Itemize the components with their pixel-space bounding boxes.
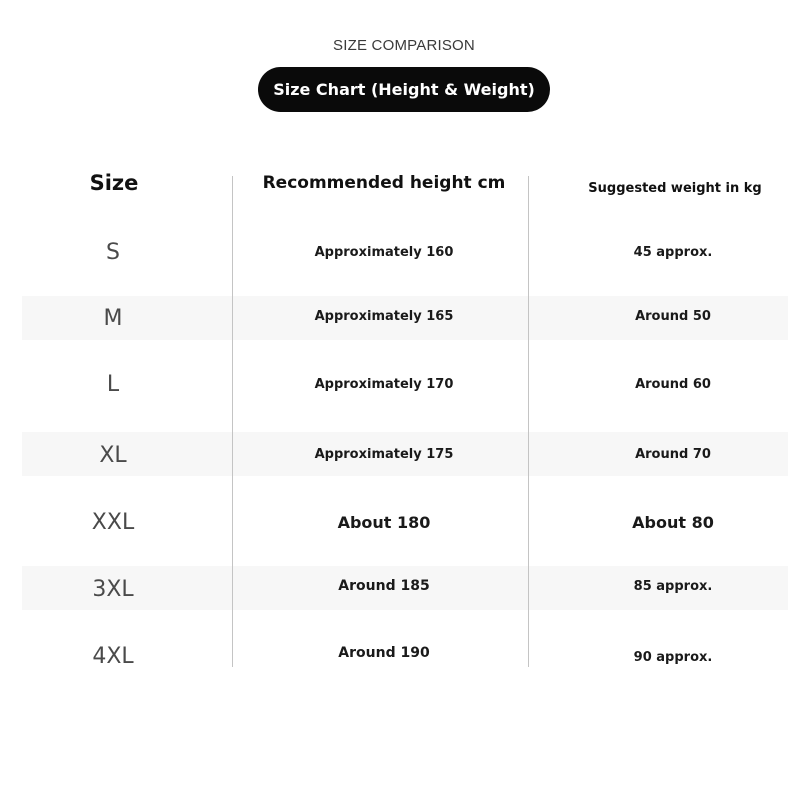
column-header-weight: Suggested weight in kg (588, 180, 762, 196)
table-row-size: XL (99, 442, 127, 468)
table-row-height: Approximately 165 (314, 308, 454, 324)
table-row-size: 4XL (92, 643, 134, 669)
table-row-weight: 85 approx. (633, 578, 713, 594)
table-row-size: 3XL (92, 576, 134, 602)
table-row-weight: Around 50 (635, 308, 711, 324)
table-row-height: Approximately 170 (314, 376, 454, 392)
table-row-weight: Around 70 (635, 446, 711, 462)
table-row-size: L (106, 371, 120, 397)
table-row-height: About 180 (337, 512, 431, 532)
table-row-height: Around 190 (338, 645, 430, 661)
column-header-size: Size (89, 171, 139, 195)
table-row-height: Approximately 160 (314, 244, 454, 260)
size-chart-title-pill (258, 67, 550, 112)
table-row-height: Approximately 175 (314, 446, 454, 462)
table-row-height: Around 185 (338, 578, 430, 594)
column-divider-left (232, 176, 233, 667)
table-row-weight: Around 60 (635, 376, 711, 392)
table-row-size: XXL (91, 509, 135, 535)
size-comparison-label: SIZE COMPARISON (333, 37, 475, 54)
table-row-weight: About 80 (632, 512, 714, 532)
table-row-size: S (106, 239, 120, 265)
column-header-height: Recommended height cm (262, 173, 506, 193)
table-row-weight: 45 approx. (633, 244, 713, 260)
size-chart-title: Size Chart (Height & Weight) (273, 80, 535, 99)
table-row-size: M (103, 305, 123, 331)
table-row-weight: 90 approx. (633, 649, 713, 665)
